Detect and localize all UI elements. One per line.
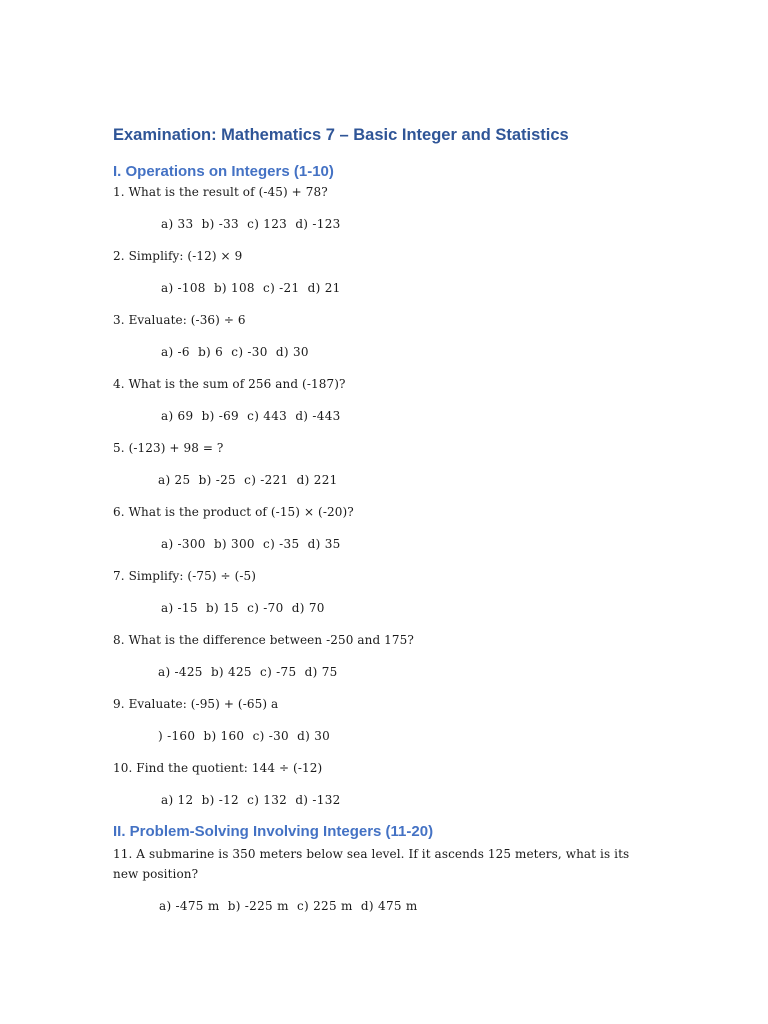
question-6-options: a) -300 b) 300 c) -35 d) 35 xyxy=(161,537,341,551)
question-9-options: ) -160 b) 160 c) -30 d) 30 xyxy=(158,729,331,743)
question-6: 6. What is the product of (-15) × (-20)? xyxy=(113,505,354,519)
exam-page xyxy=(113,124,653,928)
question-3-options: a) -6 b) 6 c) -30 d) 30 xyxy=(161,345,309,359)
question-11: 11. A submarine is 350 meters below sea level. If it ascends 125 meters, what is its new position? xyxy=(113,847,630,881)
question-8: 8. What is the difference between -250 and 175? xyxy=(113,633,414,647)
question-9: 9. Evaluate: (-95) + (-65) a xyxy=(113,697,279,711)
question-1-options: a) 33 b) -33 c) 123 d) -123 xyxy=(161,217,341,231)
question-list-section-2 xyxy=(113,844,653,916)
section-heading-operations: I. Operations on Integers (1-10) xyxy=(113,163,334,180)
question-1: 1. What is the result of (-45) + 78? xyxy=(113,185,328,199)
question-10: 10. Find the quotient: 144 ÷ (-12) xyxy=(113,761,323,775)
question-7-options: a) -15 b) 15 c) -70 d) 70 xyxy=(161,601,325,615)
question-7: 7. Simplify: (-75) ÷ (-5) xyxy=(113,569,257,583)
question-10-options: a) 12 b) -12 c) 132 d) -132 xyxy=(161,793,341,807)
question-11-options: a) -475 m b) -225 m c) 225 m d) 475 m xyxy=(159,899,418,913)
question-4-options: a) 69 b) -69 c) 443 d) -443 xyxy=(161,409,341,423)
section-heading-problem-solving: II. Problem-Solving Involving Integers (11-20) xyxy=(113,823,434,840)
question-2-options: a) -108 b) 108 c) -21 d) 21 xyxy=(161,281,341,295)
question-2: 2. Simplify: (-12) × 9 xyxy=(113,249,243,263)
question-4: 4. What is the sum of 256 and (-187)? xyxy=(113,377,346,391)
question-8-options: a) -425 b) 425 c) -75 d) 75 xyxy=(158,665,338,679)
question-5: 5. (-123) + 98 = ? xyxy=(113,441,224,455)
question-5-options: a) 25 b) -25 c) -221 d) 221 xyxy=(158,473,338,487)
question-list-section-1 xyxy=(113,182,653,810)
document-title: Examination: Mathematics 7 – Basic Integer and Statistics xyxy=(113,126,569,144)
question-3: 3. Evaluate: (-36) ÷ 6 xyxy=(113,313,246,327)
